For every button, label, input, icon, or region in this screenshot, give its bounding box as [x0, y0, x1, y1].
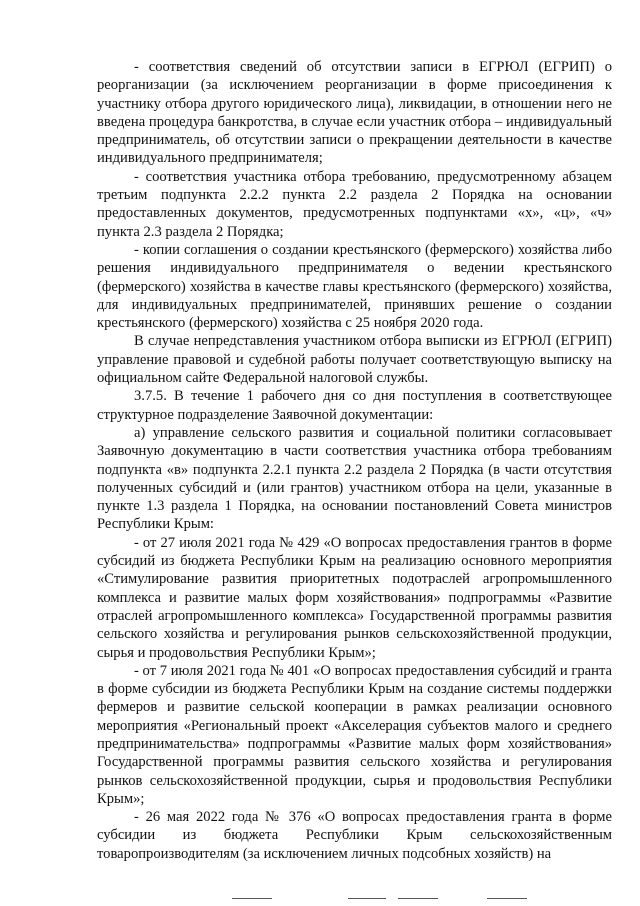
paragraph-participant-requirement: - соответствия участника отбора требованию, предусмотренному абзацем третьим подпункта 2.2.2 пункта 2.2 раздела 2 Порядка на основании предоставленных документов, предусмотренных подпунктами «х», «ц», «ч» пункта 2.3 раздела 2 Порядка; [97, 168, 612, 240]
paragraph-resolution-429: - от 27 июля 2021 года № 429 «О вопросах предоставления грантов в форме субсидий из бюджета Республики Крым на реализацию основного мероприятия «Стимулирование развития приоритетных подотраслей агропромышленного комплекса и развитие малых форм хозяйствования» подпрограммы «Развитие отраслей агропромышленного комплекса» Государственной программы развития сельского хозяйства и регулирования рынков сельскохозяйственной продукции, сырья и продовольствия Республики Крым»; [97, 534, 612, 661]
paragraph-resolution-401: - от 7 июля 2021 года № 401 «О вопросах предоставления субсидий и гранта в форме субсидии из бюджета Республики Крым на создание системы поддержки фермеров и развитие сельской кооперации в рамках реализации основного мероприятия «Региональный проект «Акселерация субъектов малого и среднего предпринимательства» подпрограммы «Развитие малых форм хозяйствования» Государственной программы развития сельского хозяйства и регулирования рынков сельскохозяйственной продукции, сырья и продовольствия Республики Крым»; [97, 662, 612, 807]
paragraph-farm-agreement-copy: - копии соглашения о создании крестьянского (фермерского) хозяйства либо решения индивидуального предпринимателя о ведении крестьянского (фермерского) хозяйства в качестве главы крестьянского (фермерского) хозяйства, для индивидуальных предпринимателей, принявших решение о создании крестьянского (фермерского) хозяйства с 25 ноября 2020 года. [97, 241, 612, 332]
document-body [97, 58, 612, 863]
paragraph-item-a: а) управление сельского развития и социальной политики согласовывает Заявочную документацию в части соответствия участника отбора требованиям подпункта «в» подпункта 2.2.1 пункта 2.2 раздела 2 Порядка (в части отсутствия полученных субсидий и (или грантов) участником отбора на цели, указанные в пункте 1.3 раздела 1 Порядка, на основании постановлений Совета министров Республики Крым: [97, 424, 612, 533]
paragraph-egrul-extract: В случае непредставления участником отбора выписки из ЕГРЮЛ (ЕГРИП) управление правовой и судебной работы получает соответствующую выписку на официальном сайте Федеральной налоговой службы. [97, 333, 612, 387]
footer-rule-2 [348, 898, 386, 899]
paragraph-3-7-5: 3.7.5. В течение 1 рабочего дня со дня поступления в соответствующее структурное подразделение Заявочной документации: [97, 388, 612, 423]
footer-rule-1 [232, 898, 272, 899]
footer-rule-4 [487, 898, 527, 899]
paragraph-egrul-reorganization: - соответствия сведений об отсутствии записи в ЕГРЮЛ (ЕГРИП) о реорганизации (за исключением реорганизации в форме присоединения к участнику отбора другого юридического лица), ликвидации, в отношении него не введена процедура банкротства, в случае если участник отбора – индивидуальный предприниматель, об отсутствии записи о прекращении деятельности в качестве индивидуального предпринимателя; [97, 59, 612, 167]
footer-rule-3 [398, 898, 438, 899]
paragraph-resolution-376: - 26 мая 2022 года № 376 «О вопросах предоставления гранта в форме субсидии из бюджета Республики Крым сельскохозяйственным товаропроизводителям (за исключением личных подсобных хозяйств) на [97, 809, 612, 862]
